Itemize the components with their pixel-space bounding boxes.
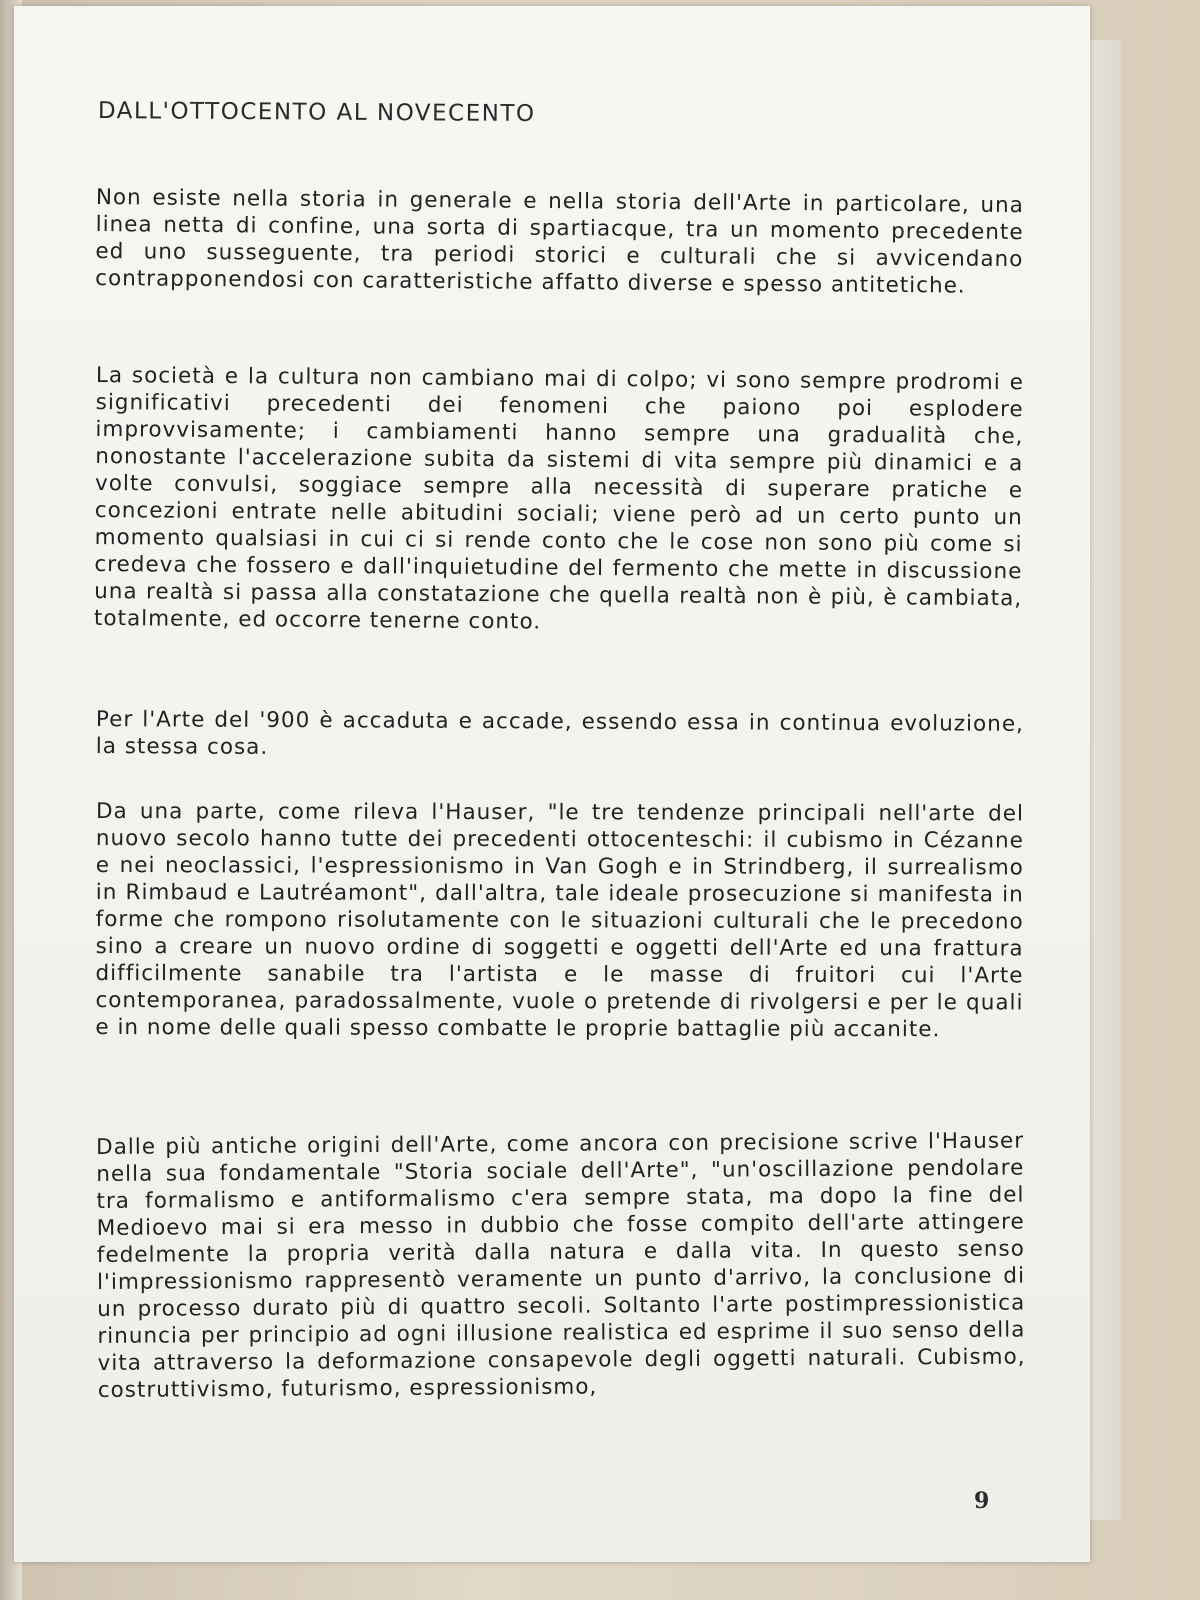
- paragraph-3: Per l'Arte del '900 è accaduta e accade, essendo essa in continua evoluzione, la stessa cosa.: [95, 707, 1024, 760]
- page-number: 9: [974, 1488, 990, 1514]
- page-title: DALL'OTTOCENTO AL NOVECENTO: [97, 98, 536, 128]
- book-page: [14, 6, 1090, 1562]
- paragraph-1: Non esiste nella storia in generale e nella storia dell'Arte in particolare, una linea netta di confine, una sorta di spartiacque, tra un momento precedente ed uno susseguente, tra periodi storici e culturali che si avvicendano contrapponendosi con caratteristiche affatto diverse e spesso antitetiche.: [95, 184, 1024, 299]
- paragraph-5: Dalle più antiche origini dell'Arte, come ancora con precisione scrive l'Hauser nella sua fondamentale "Storia sociale dell'Arte", "un'oscillazione pendolare tra formalismo e antiformalismo c'era sempre stata, ma dopo la fine del Medioevo mai si era messo in dubbio che fosse compito dell'arte attingere fedelmente la propria verità dalla natura e dalla vita. In questo senso l'impressionismo rappresentò veramente un punto d'arrivo, la conclusione di un processo durato più di quattro secoli. Soltanto l'arte postimpressionistica rinuncia per principio ad ogni illusione realistica ed esprime il suo senso della vita attraverso la deformazione consapevole degli oggetti naturali. Cubismo, costruttivismo, futurismo, espressionismo,: [96, 1128, 1026, 1403]
- paragraph-2: La società e la cultura non cambiano mai di colpo; vi sono sempre prodromi e significativi precedenti dei fenomeni che paiono poi esplodere improvvisamente; i cambiamenti hanno sempre una gradualità che, nonostante l'accelerazione subita da sistemi di vita sempre più dinamici e a volte convulsi, soggiace sempre alla necessità di superare pratiche e concezioni entrate nelle abitudini sociali; viene però ad un certo punto un momento qualsiasi in cui ci si rende conto che le cose non sono più come si credeva che fossero e dall'inquietudine del fermento che mette in discussione una realtà si passa alla constatazione che quella realtà non è più, è cambiata, totalmente, ed occorre tenerne conto.: [93, 362, 1024, 635]
- paragraph-4: Da una parte, come rileva l'Hauser, "le tre tendenze principali nell'arte del nuovo secolo hanno tutte dei precedenti ottocenteschi: il cubismo in Cézanne e nei neoclassici, l'espressionismo in Van Gogh e in Strindberg, il surrealismo in Rimbaud e Lautréamont", dall'altra, tale ideale prosecuzione si manifesta in forme che rompono risolutamente con le situazioni culturali che le precedono sino a creare un nuovo ordine di soggetti e oggetti dell'Arte ed una frattura difficilmente sanabile tra l'artista e le masse di fruitori cui l'Arte contemporanea, paradossalmente, vuole o pretende di rivolgersi e per le quali e in nome delle quali spesso combatte le proprie battaglie più accanite.: [95, 799, 1024, 1043]
